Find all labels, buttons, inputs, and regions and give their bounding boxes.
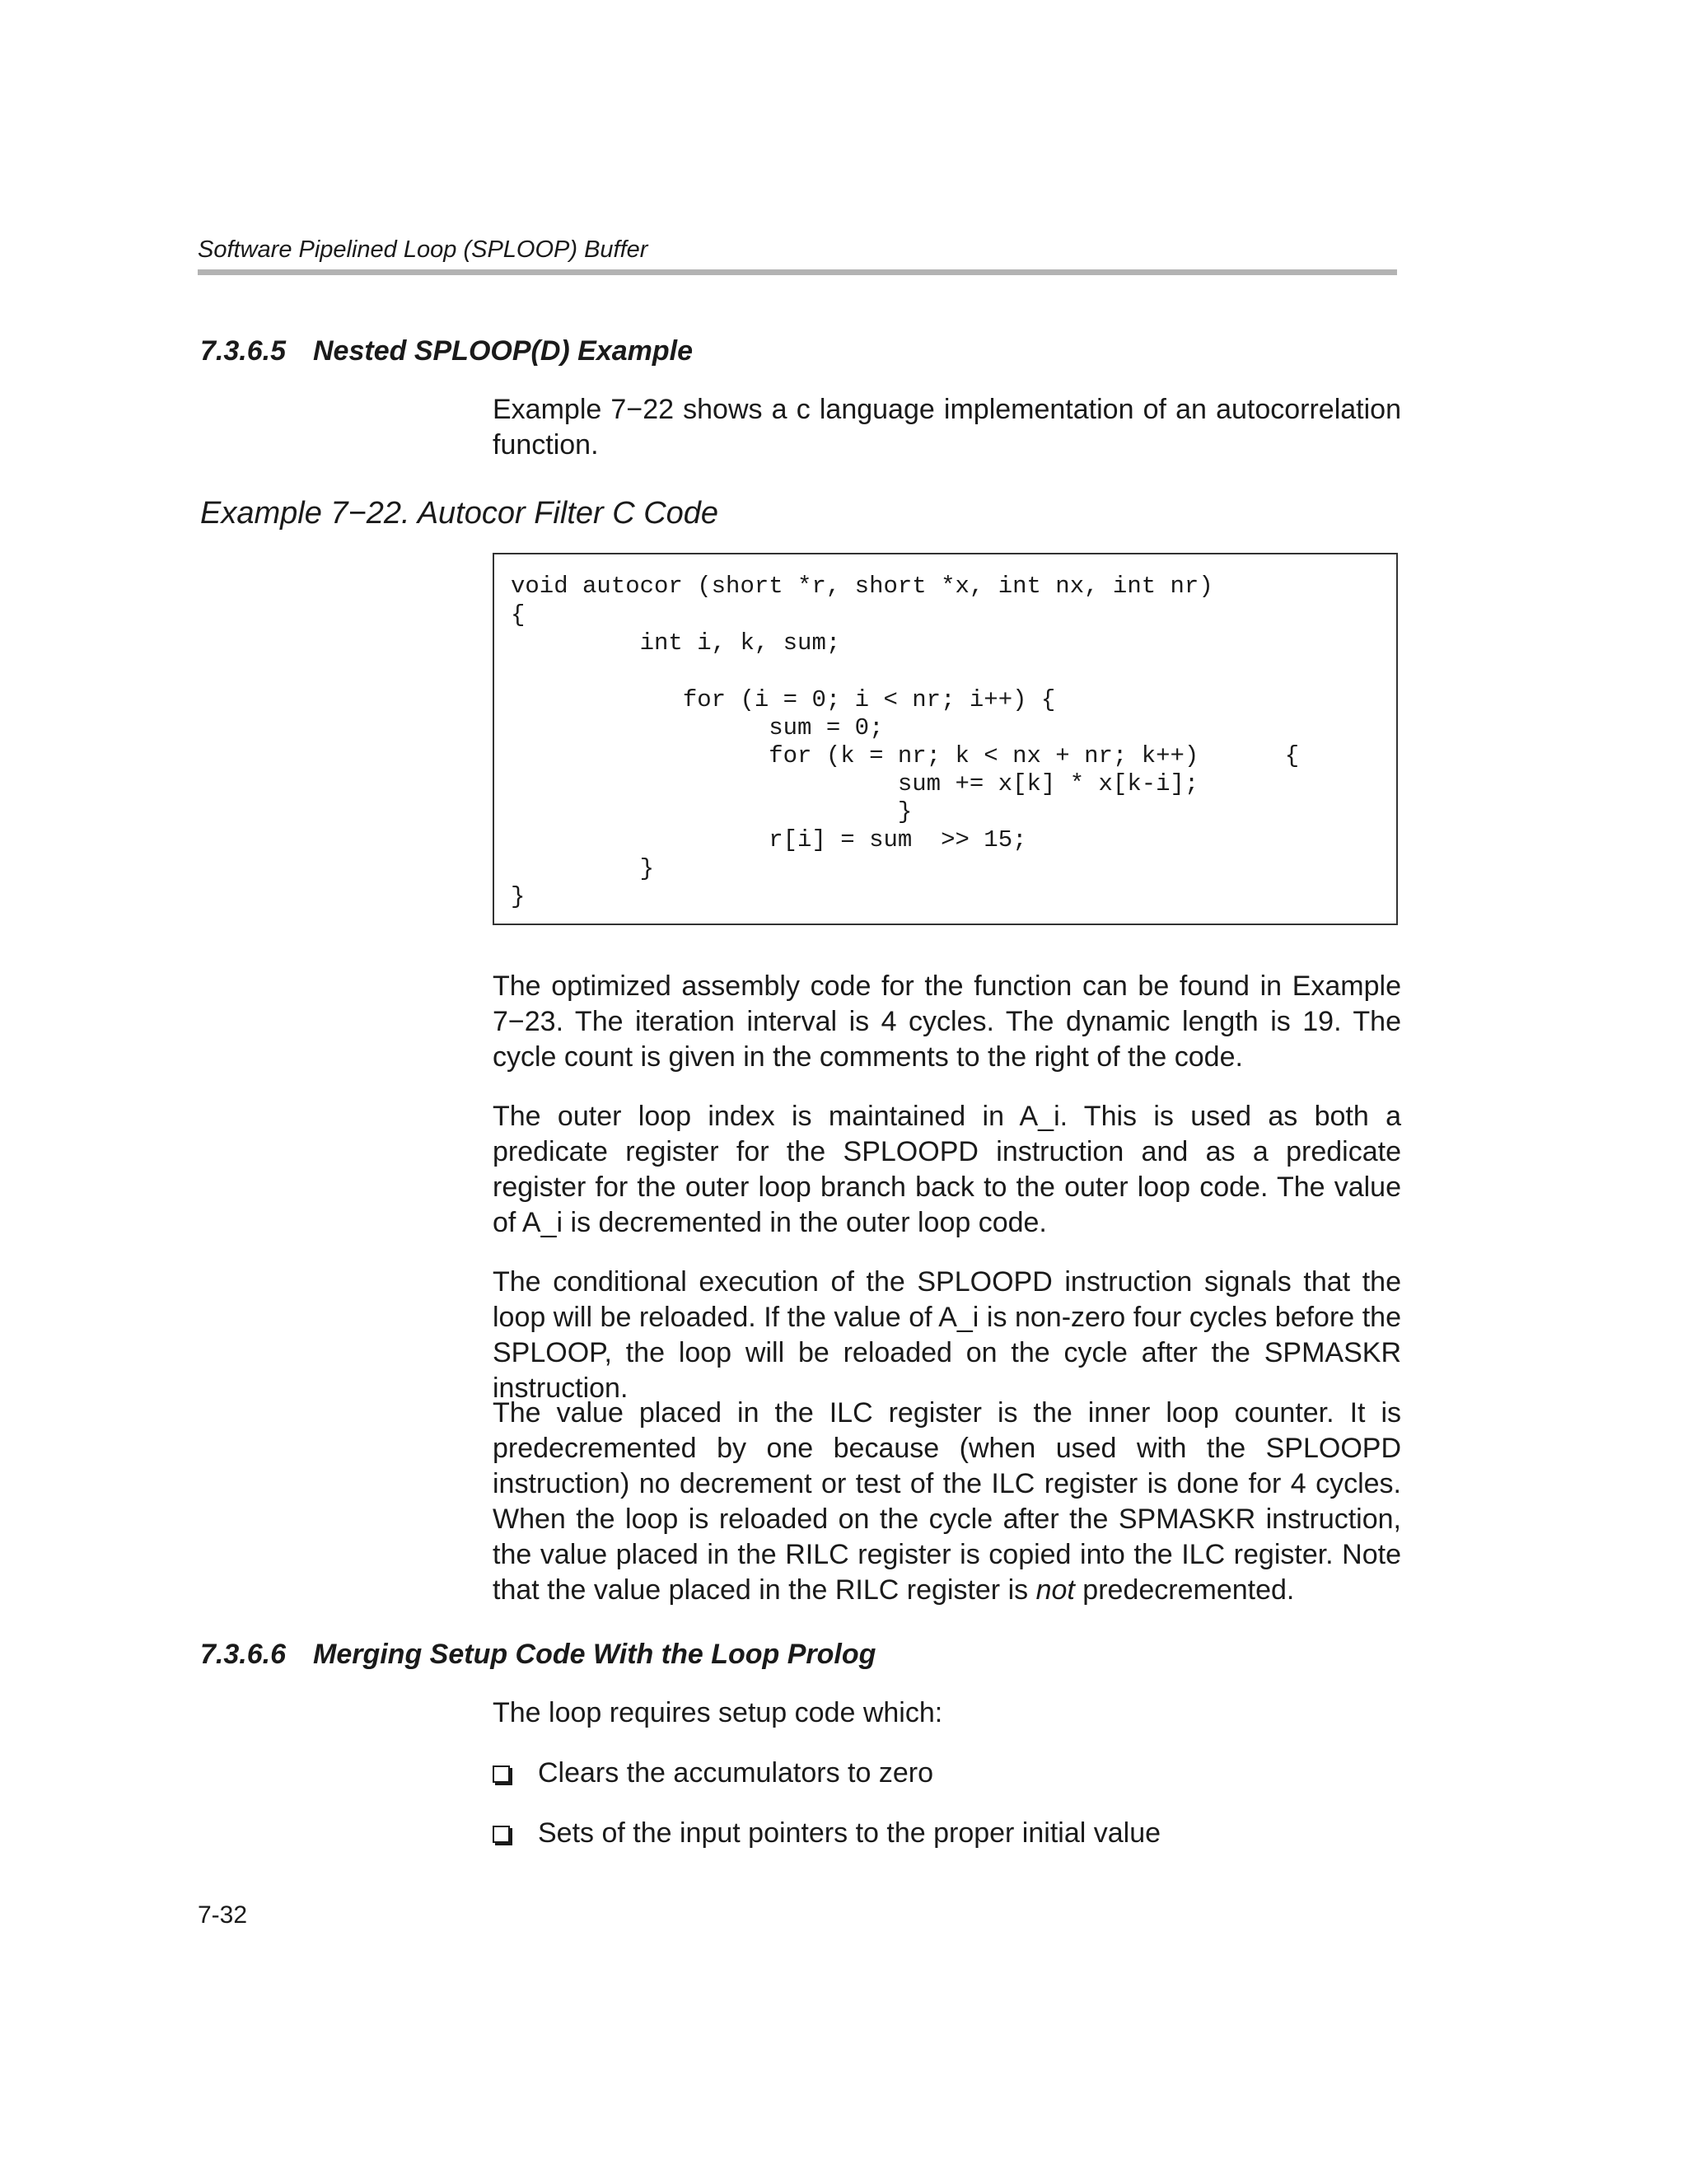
section-intro-paragraph: The loop requires setup code which: [493,1697,943,1728]
list-item [493,1816,1161,1851]
header-rule [198,269,1397,275]
code-line: int i, k, sum; [511,629,841,657]
checkbox-bullet-icon [493,1826,510,1843]
section-number: 7.3.6.5 [200,335,286,367]
code-listing [493,553,1398,925]
paragraph-assembly-overview: The optimized assembly code for the function can be found in Example 7−23. The iteration interval is 4 cycles. The dynamic length is 19. The cycle count is given in the comments to the right of the code. [493,970,1401,1073]
example-caption: Example 7−22. Autocor Filter C Code [200,496,719,531]
code-line: } [511,798,913,825]
code-line: sum += x[k] * x[k-i]; [511,770,1199,797]
section-intro-paragraph: Example 7−22 shows a c language implementation of an autocorrelation function. [493,394,1401,461]
code-line: for (i = 0; i < nr; i++) { [511,686,1056,713]
list-item [493,1756,933,1791]
code-line: } [511,883,526,910]
section-title: Nested SPLOOP(D) Example [313,335,694,367]
paragraph-text: The value placed in the ILC register is the inner loop counter. It is predecremented by one because (when used with the SPLOOPD instruction) no decrement or test of the ILC register is done for 4 cycles. When the loop is reloaded on the cycle after the SPMASKR instruction, the value placed in the RILC register is copied into the ILC register. Note that the value placed in the RILC register is [493,1397,1401,1606]
code-line: for (k = nr; k < nx + nr; k++) { [511,742,1300,769]
emphasis-text: not [1035,1574,1075,1606]
code-line: } [511,855,655,882]
section-number: 7.3.6.6 [200,1639,286,1670]
code-line: { [511,601,526,629]
paragraph-text: predecremented. [1074,1574,1295,1606]
section-title: Merging Setup Code With the Loop Prolog [313,1639,876,1670]
code-line: void autocor (short *r, short *x, int nx, int nr) [511,573,1213,600]
page-number: 7-32 [198,1901,248,1929]
paragraph-outer-loop-index: The outer loop index is maintained in A_i. This is used as both a predicate register for the SPLOOPD instruction and as a predicate register for the outer loop branch back to the outer loop code. The value of A_i is decremented in the outer loop code. [493,1101,1401,1238]
code-line: sum = 0; [511,714,884,741]
checkbox-bullet-icon [493,1765,510,1783]
paragraph-conditional-execution: The conditional execution of the SPLOOPD instruction signals that the loop will be reloaded. If the value of A_i is non-zero four cycles before the SPLOOP, the loop will be reloaded on the cycle after the SPMASKR instruction. [493,1266,1401,1404]
paragraph-ilc-register [493,1396,1401,1608]
list-item-text: Sets of the input pointers to the proper initial value [538,1817,1161,1849]
list-item-text: Clears the accumulators to zero [538,1757,933,1789]
code-line: r[i] = sum >> 15; [511,826,1027,853]
running-header: Software Pipelined Loop (SPLOOP) Buffer [198,236,648,263]
